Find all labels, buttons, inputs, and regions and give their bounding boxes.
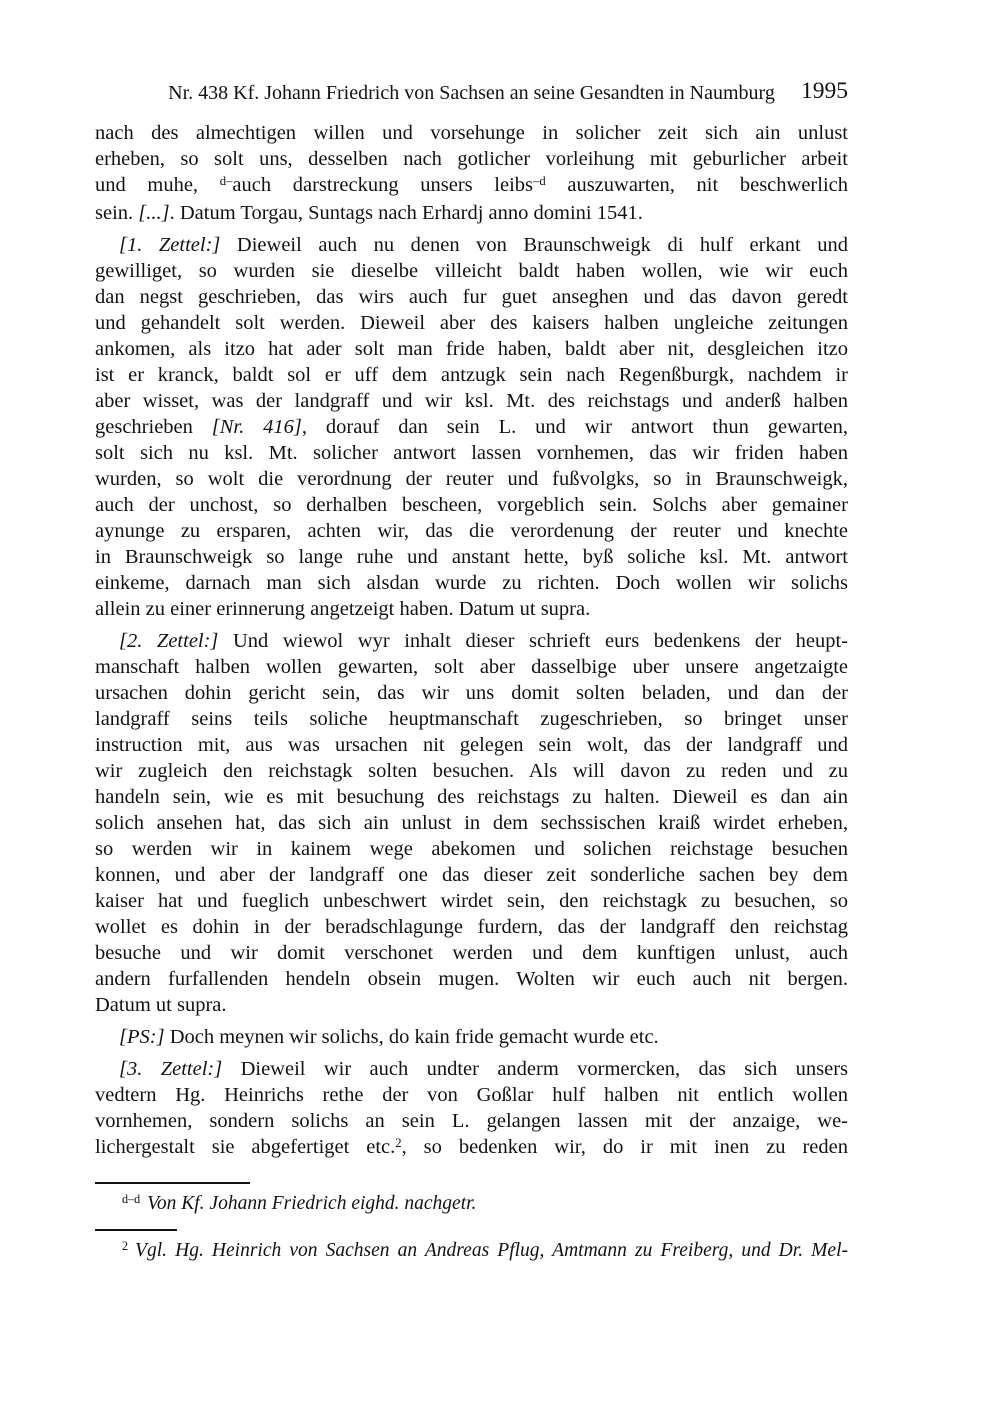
text-line	[95, 1056, 848, 1082]
text-line	[95, 1024, 848, 1050]
text-line	[95, 1134, 848, 1162]
text-block	[95, 80, 848, 1265]
text-segment: Datum ut supra.	[95, 994, 227, 1016]
superscript-marker: d–	[219, 173, 233, 188]
text-segment: solich ansehen hat, das sich ain unlust in dem sechssischen kraiß wirdet erheben,	[95, 812, 848, 834]
text-segment: einkeme, darnach man sich alsdan wurde zu richten. Doch wollen wir solichs	[95, 572, 848, 594]
text-segment: und muhe,	[95, 174, 220, 196]
text-line	[95, 258, 848, 284]
text-line	[95, 1082, 848, 1108]
text-segment: [1. Zettel:]	[119, 234, 221, 256]
text-segment: ist er kranck, baldt sol er uff dem antzugk sein nach Regenßburgk, nachdem ir	[95, 364, 848, 386]
text-line	[95, 120, 848, 146]
text-line	[95, 706, 848, 732]
text-segment: [Nr. 416]	[211, 416, 302, 438]
text-segment: kaiser hat und fueglich unbeschwert wirdet sein, den reichstagk zu besuchen, so	[95, 890, 848, 912]
footnote-marker: d–d	[122, 1192, 141, 1207]
text-segment: vedtern Hg. Heinrichs rethe der von Goßlar hulf halben nit entlich wollen	[95, 1084, 848, 1106]
text-segment: besuche und wir domit verschonet werden und dem kunftigen unlust, auch	[95, 942, 848, 964]
text-segment: . Datum Torgau, Suntags nach Erhardj anno domini 1541.	[169, 202, 643, 224]
footnote-marker: 2	[122, 1239, 129, 1254]
text-line	[95, 992, 848, 1018]
text-line	[95, 440, 848, 466]
text-segment: wir zugleich den reichstagk solten besuchen. Als will davon zu reden und zu	[95, 760, 848, 782]
text-segment: ankomen, als itzo hat ader solt man fride haben, baldt aber nit, desgleichen itzo	[95, 338, 848, 360]
text-segment: [3. Zettel:]	[119, 1058, 223, 1080]
page-number: 1995	[801, 78, 848, 104]
text-segment: manschaft halben wollen gewarten, solt aber dasselbige uber unsere angetzaigte	[95, 656, 848, 678]
text-line	[95, 810, 848, 836]
text-line	[95, 232, 848, 258]
text-line	[95, 862, 848, 888]
text-line	[95, 680, 848, 706]
paragraph	[95, 1056, 848, 1162]
text-segment: nach des almechtigen willen und vorsehunge in solicher zeit sich ain unlust	[95, 122, 848, 144]
text-line	[95, 1108, 848, 1134]
text-line	[95, 784, 848, 810]
text-segment: wurden, so wolt die verordnung der reuter und fußvolgks, so in Braunschweigk,	[95, 468, 848, 490]
text-line	[95, 654, 848, 680]
text-line	[95, 596, 848, 622]
text-segment: und gehandelt solt werden. Dieweil aber des kaisers halben ungleiche zeitungen	[95, 312, 848, 334]
text-segment: solt sich nu ksl. Mt. solicher antwort lassen vornhemen, das wir friden haben	[95, 442, 848, 464]
text-segment: sein.	[95, 202, 139, 224]
text-segment: wollet es dohin in der beradschlagunge furdern, das der landgraff den reichstag	[95, 916, 848, 938]
text-segment: dan negst geschrieben, das wirs auch fur guet anseghen und das davon geredt	[95, 286, 848, 308]
superscript-marker: 2	[395, 1135, 402, 1150]
paragraph	[95, 628, 848, 1018]
paragraph	[95, 232, 848, 622]
footnote-line	[95, 1191, 848, 1218]
text-segment: landgraff seins teils soliche heuptmanschaft zugeschrieben, so bringet unser	[95, 708, 848, 730]
footnote-text: Vgl. Hg. Heinrich von Sachsen an Andreas Pflug, Amtmann zu Freiberg, und Dr. Mel-	[135, 1240, 848, 1261]
text-line	[95, 388, 848, 414]
text-line	[95, 758, 848, 784]
footnote-text: Von Kf. Johann Friedrich eighd. nachgetr.	[147, 1193, 477, 1214]
text-segment: instruction mit, aus was ursachen nit gelegen sein wolt, das der landgraff und	[95, 734, 848, 756]
text-segment: [...]	[138, 202, 170, 224]
text-line	[95, 146, 848, 172]
paragraph	[95, 120, 848, 226]
text-line	[95, 172, 848, 200]
footnote	[95, 1182, 848, 1218]
text-line	[95, 836, 848, 862]
text-line	[95, 966, 848, 992]
text-segment: aynunge zu ersparen, achten wir, das die verordenung der reuter und knechte	[95, 520, 848, 542]
text-segment: auch darstreckung unsers leibs	[232, 174, 533, 196]
text-line	[95, 492, 848, 518]
text-segment: Doch meynen wir solichs, do kain fride gemacht wurde etc.	[164, 1026, 659, 1048]
text-segment: aber wisset, was der landgraff und wir ksl. Mt. des reichstags und anderß halben	[95, 390, 848, 412]
text-line	[95, 544, 848, 570]
text-segment: geschrieben	[95, 416, 212, 438]
text-segment: vornhemen, sondern solichs an sein L. gelangen lassen mit der anzaige, we-	[95, 1110, 848, 1132]
text-line	[95, 888, 848, 914]
text-line	[95, 940, 848, 966]
text-segment: lichergestalt sie abgefertiget etc.	[95, 1136, 396, 1158]
text-segment: in Braunschweigk so lange ruhe und anstant hette, byß soliche ksl. Mt. antwort	[95, 546, 848, 568]
text-segment: handeln sein, wie es mit besuchung des reichstags zu halten. Dieweil es dan ain	[95, 786, 848, 808]
text-line	[95, 284, 848, 310]
text-segment: , so bedenken wir, do ir mit inen zu reden	[401, 1136, 849, 1158]
text-line	[95, 518, 848, 544]
footnote-line	[95, 1238, 848, 1265]
running-head	[95, 80, 848, 106]
text-segment: erheben, so solt uns, desselben nach gotlicher vorleihung mit geburlicher arbeit	[95, 148, 848, 170]
text-line	[95, 628, 848, 654]
text-segment: auch der unchost, so derhalben bescheen, vorgeblich sein. Solchs aber gemainer	[95, 494, 848, 516]
text-segment: Dieweil auch nu denen von Braunschweigk di hulf erkant und	[220, 234, 848, 256]
text-segment: allein zu einer erinnerung angetzeigt haben. Datum ut supra.	[95, 598, 591, 620]
text-line	[95, 914, 848, 940]
running-head-title: Nr. 438 Kf. Johann Friedrich von Sachsen an seine Gesandten in Naumburg	[168, 82, 775, 104]
text-segment: ursachen dohin gericht sein, das wir uns domit solten beladen, und dan der	[95, 682, 848, 704]
text-line	[95, 414, 848, 440]
superscript-marker: –d	[533, 173, 546, 188]
text-segment: auszuwarten, nit beschwerlich	[545, 174, 848, 196]
text-line	[95, 570, 848, 596]
text-segment: Und wiewol wyr inhalt dieser schrieft eurs bedenkens der heupt-	[218, 630, 848, 652]
text-segment: so werden wir in kainem wege abekomen und solichen reichstage besuchen	[95, 838, 848, 860]
text-line	[95, 200, 848, 226]
text-segment: [2. Zettel:]	[119, 630, 219, 652]
footnote	[95, 1229, 848, 1265]
paragraph	[95, 1024, 848, 1050]
text-line	[95, 732, 848, 758]
text-segment: gewilliget, so wurden sie dieselbe villeicht baldt haben wollen, wie wir euch	[95, 260, 848, 282]
text-segment: [PS:]	[119, 1026, 165, 1048]
text-line	[95, 466, 848, 492]
text-line	[95, 362, 848, 388]
text-line	[95, 336, 848, 362]
body-text	[95, 120, 848, 1162]
text-segment: , dorauf dan sein L. und wir antwort thun gewarten,	[301, 416, 848, 438]
text-segment: Dieweil wir auch undter anderm vormercken, das sich unsers	[222, 1058, 849, 1080]
text-segment: andern furfallenden hendeln obsein mugen. Wolten wir euch auch nit bergen.	[95, 968, 848, 990]
text-segment: konnen, und aber der landgraff one das dieser zeit sonderliche sachen bey dem	[95, 864, 848, 886]
footnote-separator-rule	[95, 1182, 250, 1184]
footnote-separator-rule	[95, 1229, 177, 1231]
footnotes	[95, 1182, 848, 1265]
text-line	[95, 310, 848, 336]
